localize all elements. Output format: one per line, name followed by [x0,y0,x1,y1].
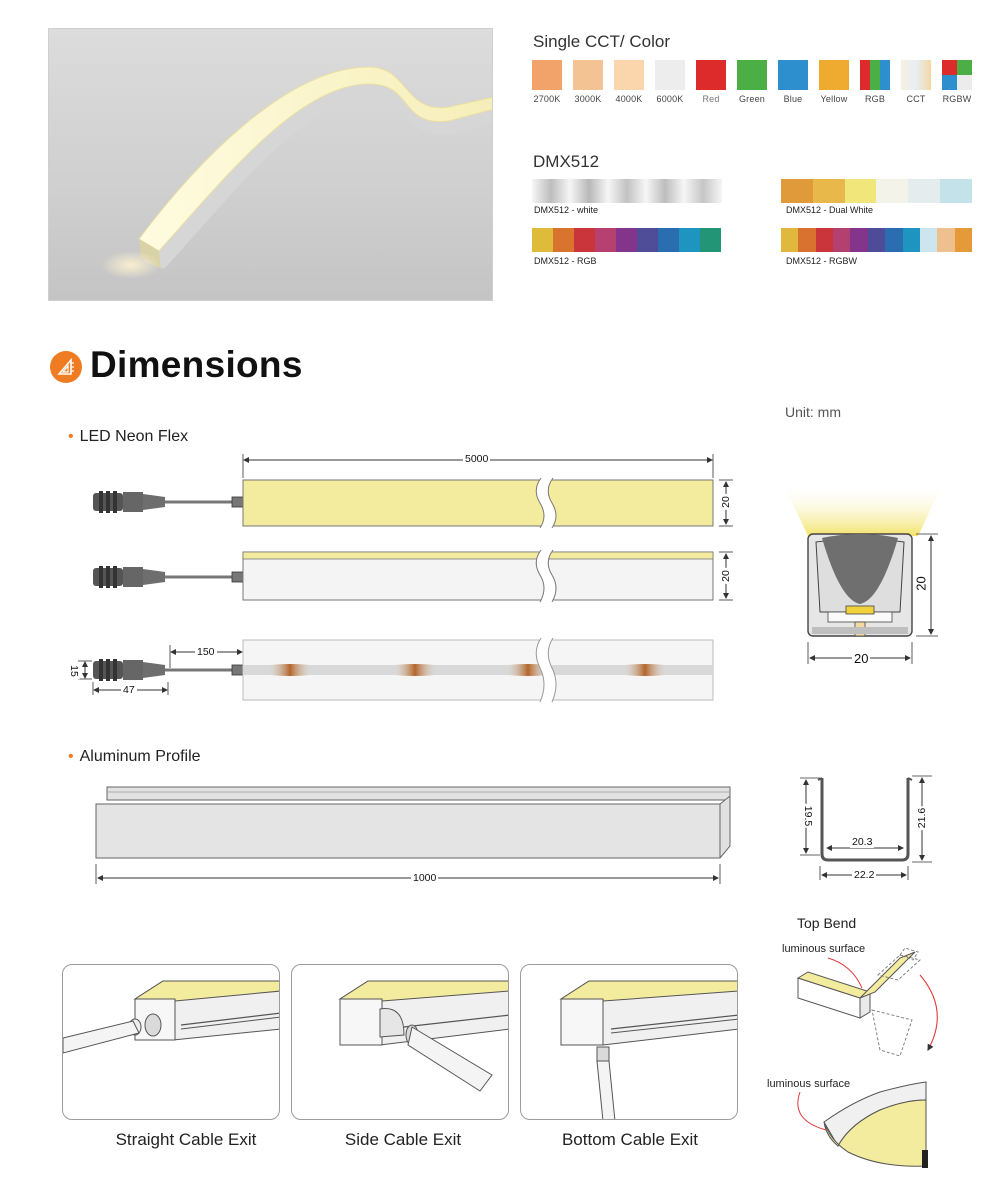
swatch-label: RGB [864,94,886,104]
profile-inner-width-label: 20.3 [852,836,873,848]
cable-length-label: 150 [197,646,215,658]
swatch-label: 4000K [615,94,643,104]
profile-outer-width-label: 22.2 [854,869,875,881]
luminous-surface-label-1: luminous surface [782,943,866,955]
side-cable-exit-panel [291,964,509,1120]
bottom-cable-exit-caption: Bottom Cable Exit [561,1130,699,1149]
neon-height-label-2: 20 [719,570,732,582]
dmx-bar-label: DMX512 - RGB [534,256,597,266]
top-bend-title: Top Bend [797,915,857,931]
swatch-label: 3000K [574,94,602,104]
swatch-label: Red [702,94,720,104]
profile-outer-height-label: 21.6 [916,807,929,829]
connector-height-label: 15 [67,665,80,677]
neon-length-label: 5000 [465,453,489,465]
bottom-cable-exit-panel [520,964,738,1120]
dimensions-title: Dimensions [90,344,303,385]
neon-flex-heading: • LED Neon Flex [68,428,189,445]
profile-length-label: 1000 [413,872,437,884]
unit-label: Unit: mm [785,404,841,420]
connector [93,566,243,588]
section-width-label: 20 [854,651,869,666]
dmx-bar-label: DMX512 - RGBW [786,256,858,266]
luminous-surface-label-2: luminous surface [767,1078,851,1090]
straight-cable-exit-caption: Straight Cable Exit [115,1130,257,1149]
color-section-title: Single CCT/ Color [533,32,670,51]
section-height-label: 20 [913,576,929,591]
dmx-bar-label: DMX512 - white [534,205,599,215]
aluminum-profile-heading: • Aluminum Profile [68,748,201,765]
swatch-label: Blue [783,94,803,104]
side-cable-exit-caption: Side Cable Exit [344,1130,462,1149]
connector [93,491,243,513]
swatch-label: Green [738,94,765,104]
neon-height-label: 20 [719,496,732,508]
connector [93,659,243,681]
straight-cable-exit-panel [62,964,280,1120]
swatch-label: 2700K [533,94,561,104]
dmx-bar-label: DMX512 - Dual White [786,205,874,215]
dmx-section-title: DMX512 [533,152,600,171]
swatch-label: Yellow [820,94,848,104]
swatch-label: RGBW [942,94,972,104]
profile-inner-height-label: 19.5 [802,805,815,827]
swatch-label: 6000K [656,94,684,104]
swatch-label: CCT [906,94,926,104]
connector-length-label: 47 [123,684,135,696]
